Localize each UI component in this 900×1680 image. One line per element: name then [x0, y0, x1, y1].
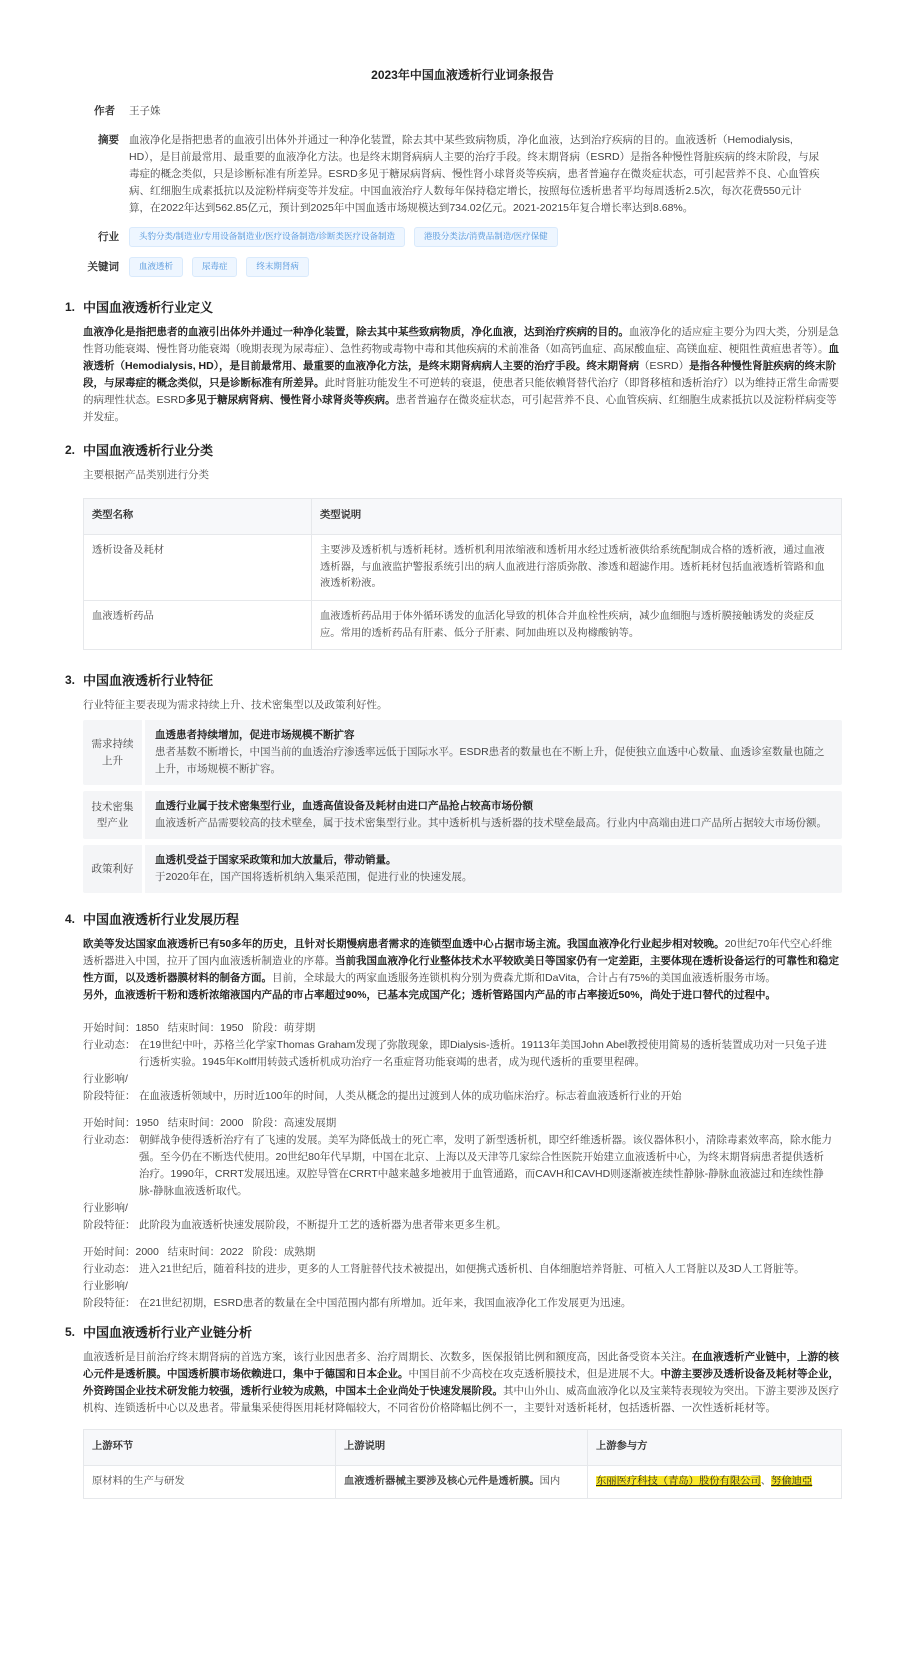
bold-text: 当前我国血液净化行业整体技术水平较欧美日等国家仍有一定差距，主要体现在透析设备运行的可靠性和稳定性方面，以及透析器膜材料的制备方面。: [83, 955, 839, 985]
feature-name: 政策利好: [83, 845, 145, 893]
bold-text: 欧美等发达国家血液透析已有50多年的历史，且针对长期慢病患者需求的连锁型血透中心占据市场主流。我国血液净化行业起步相对较晚。: [83, 938, 725, 951]
section-title: 中国血液透析行业发展历程: [83, 912, 240, 928]
body-text: 此时肾脏功能发生不可逆转的衰退，使患者只能依赖肾替代治疗（即肾移植和透析治疗）以为维持正常生命需要的病理性状态。ESRD: [83, 377, 839, 407]
feature-title: 血透患者持续增加，促进市场规模不断扩容: [155, 729, 355, 742]
feature-card: [83, 720, 842, 785]
upstream-participants-cell: [588, 1466, 842, 1499]
feature-desc: 于2020年在，国产国将透析机纳入集采范围，促进行业的快速发展。: [155, 871, 473, 884]
stage-name: 成熟期: [283, 1246, 316, 1259]
bold-text: 血液净化是指把患者的血液引出体外并通过一种净化装置，除去其中某些致病物质，净化血液，达到治疗疾病的目的。: [83, 326, 629, 339]
value-chain-paragraph: [83, 1349, 842, 1417]
body-text: 20世纪70年代空心纤维透析器进入中国，拉开了国内血液透析制造业的序幕。: [83, 938, 833, 968]
section-title: 中国血液透析行业分类: [83, 443, 214, 459]
table-row: [84, 534, 842, 600]
body-text: 中国目前不少高校在攻克透析膜技术，但是进展不大。: [408, 1368, 661, 1381]
body-text: 国内: [539, 1476, 561, 1488]
keyword-tag[interactable]: 血液透析: [129, 257, 183, 277]
body-text: 目前，全球最大的两家血透服务连锁机构分别为费森尤斯和DaVita，合计占有75%的美国血液透析服务市场。: [272, 972, 776, 985]
stage-label: 阶段：: [252, 1022, 284, 1035]
start-label: 开始时间：: [83, 1022, 136, 1035]
stage-dynamic: [83, 1261, 842, 1278]
feature-name: 技术密集型产业: [83, 791, 145, 839]
column-header: 上游参与方: [588, 1430, 842, 1466]
table-row: [84, 1466, 842, 1499]
bold-text: 血液透析器械主要涉及核心元件是透析膜。: [344, 1476, 540, 1488]
dynamic-text: 朝鲜战争使得透析治疗有了飞速的发展。美军为降低战士的死亡率，发明了新型透析机，即空纤维透析器。该仪器体积小，清除毒素效率高，除水能力强。至今仍在不断迭代使用。20世纪80年代早期，中国在北京、上海以及天津等几家综合性医院开始建立血液透析中心，为终末期肾病患者提供透析治疗。1990年，CRRT发展迅速。双腔导管在CRRT中越来越多地被用于血管通路，而CAVH和CAVHD则逐渐被连续性静脉-静脉血液滤过和连续性静脉-静脉血液透析取代。: [139, 1134, 832, 1198]
feature-card: [83, 845, 842, 893]
section-number: 4.: [65, 912, 76, 927]
feature-title: 血透机受益于国家采政策和加大放量后，带动销量。: [155, 854, 397, 867]
industry-row: [83, 227, 842, 247]
end-label: 结束时间：: [167, 1022, 221, 1035]
industry-label: 行业: [98, 230, 119, 243]
stage-block: [83, 1020, 842, 1105]
features-intro: 行业特征主要表现为需求持续上升、技术密集型以及政策利好性。: [83, 699, 388, 712]
column-header: 上游环节: [84, 1430, 336, 1466]
end-label: 结束时间：: [167, 1246, 221, 1259]
stage-impact: [83, 1200, 842, 1217]
abstract-text: 血液净化是指把患者的血液引出体外并通过一种净化装置，除去其中某些致病物质，净化血液，达到治疗疾病的目的。血液透析（Hemodialysis, HD），是目前最常用、最重要的血液净化方法。也是终末期肾病病人主要的治疗手段。终末期肾病（ESRD）是指各种慢性肾脏疾病的终末阶段，与尿毒症的概念类似，只是诊断标准有所差异。ESRD多见于糖尿病肾病、慢性肾小球肾炎等疾病，患者普遍存在微炎症状态，可引起营养不良、心血管疾病、红细胞生成素抵抗以及淀粉样病变等并发症。中国血液治疗人数每年保持稳定增长，按照每位透析患者平均每周透析2.5次，每次花费550元计算，在2022年达到562.85亿元，预计到2025年中国血透市场规模达到734.02亿元。2021-20215年复合增长率达到8.68%。: [129, 134, 820, 215]
impact-label: 行业影响/: [83, 1073, 128, 1086]
feature-label: 阶段特征：: [83, 1297, 136, 1310]
feature-card: [83, 791, 842, 839]
body-text: （ESRD）: [638, 360, 690, 373]
keyword-tag[interactable]: 终末期肾病: [246, 257, 309, 277]
section-definition: [65, 297, 842, 426]
type-desc-cell: 主要涉及透析机与透析耗材。透析机利用浓缩液和透析用水经过透析液供给系统配制成合格的透析液，通过血液透析器，与血液监护警报系统引出的病人血液进行溶质弥散、渗透和超滤作用。透析耗材包括血液透析管路和血液透析粉液。: [312, 534, 842, 600]
stage-period: [83, 1020, 842, 1037]
column-header: 上游说明: [336, 1430, 588, 1466]
type-name-cell: 血液透析药品: [84, 601, 312, 650]
upstream-desc-cell: [336, 1466, 588, 1499]
body-text: 其中山外山、威高血液净化以及宝莱特表现较为突出。下游主要涉及医疗机构、连锁透析中心以及患者。带量集采使得医用耗材降幅较大，不同省份价格降幅比例不一，主要针对透析耗材，包括透析器、一次性透析耗材等。: [83, 1385, 839, 1415]
feature-body: [145, 720, 842, 785]
keywords-row: [83, 257, 842, 277]
bold-text: 另外，血液透析干粉和透析浓缩液国内产品的市占率超过90%，已基本完成国产化；透析管路国内产品的市占率接近50%，尚处于进口替代的过程中。: [83, 989, 777, 1002]
section-heading: [65, 297, 842, 318]
impact-label: 行业影响/: [83, 1202, 128, 1215]
bold-text: 是指各种慢性肾脏疾病的终末阶段，与尿毒症的概念类似，只是诊断标准有所差异。: [83, 360, 837, 390]
section-heading: [65, 909, 842, 930]
stage-feature: [83, 1295, 842, 1312]
type-desc-cell: 血液透析药品用于体外循环诱发的血活化导致的机体合并血栓性疾病，减少血细胞与透析膜接触诱发的炎症反应。常用的透析药品有肝素、低分子肝素、阿加曲班以及枸橼酸钠等。: [312, 601, 842, 650]
section-title: 中国血液透析行业定义: [83, 300, 214, 316]
body-text: 血液净化的适应症主要分为四大类，分别是急性肾功能衰竭、慢性肾功能衰竭（晚期表现为尿毒症）、急性药物或毒物中毒和其他疾病的术前准备（如高钙血症、高尿酸血症、高镁血症、梗阻性黄疸患者等）。: [83, 326, 839, 356]
stage-period: [83, 1115, 842, 1132]
section-value-chain: [65, 1322, 842, 1498]
table-row: [84, 601, 842, 650]
abstract-row: [83, 132, 842, 217]
section-features: [65, 670, 842, 893]
start-year: 1950: [135, 1117, 159, 1130]
keywords-label: 关键词: [87, 260, 119, 273]
keyword-tag[interactable]: 尿毒症: [192, 257, 238, 277]
feature-desc: 血液透析产品需要较高的技术壁垒，属于技术密集型行业。其中透析机与透析器的技术壁垒最高。行业内中高端由进口产品所占据较大市场份额。: [155, 817, 827, 830]
stage-label: 阶段：: [252, 1117, 284, 1130]
stage-block: [83, 1244, 842, 1312]
stage-impact: [83, 1278, 842, 1295]
keyword-tags: [129, 257, 842, 277]
start-label: 开始时间：: [83, 1117, 136, 1130]
start-label: 开始时间：: [83, 1246, 136, 1259]
classification-table: [83, 498, 842, 650]
feature-body: [145, 791, 842, 839]
stage-name: 高速发展期: [283, 1117, 337, 1130]
start-year: 2000: [135, 1246, 159, 1259]
feature-label: 阶段特征：: [83, 1219, 136, 1232]
separator: 、: [760, 1476, 772, 1488]
end-label: 结束时间：: [167, 1117, 221, 1130]
section-number: 3.: [65, 673, 76, 688]
stage-block: [83, 1115, 842, 1234]
section-classification: [65, 440, 842, 650]
stage-feature: [83, 1088, 842, 1105]
end-year: 1950: [220, 1022, 244, 1035]
industry-tag[interactable]: 港股分类法/消费品制造/医疗保健: [414, 227, 558, 247]
section-history: [65, 909, 842, 1312]
classification-intro: 主要根据产品类别进行分类: [83, 469, 209, 482]
feature-text: 在血液透析领域中，历时近100年的时间，人类从概念的提出过渡到人体的成功临床治疗。标志着血液透析行业的开始: [139, 1090, 682, 1103]
bold-text: 多见于糖尿病肾病、慢性肾小球肾炎等疾病。: [185, 394, 396, 407]
abstract-label: 摘要: [98, 134, 119, 147]
feature-text: 在21世纪初期，ESRD患者的数量在全中国范围内都有所增加。近年来，我国血液净化工作发展更为迅速。: [139, 1297, 632, 1310]
feature-text: 此阶段为血液透析快速发展阶段，不断提升工艺的透析器为患者带来更多生机。: [139, 1219, 507, 1232]
definition-paragraph: [83, 324, 842, 426]
section-number: 5.: [65, 1325, 76, 1340]
author-row: [83, 103, 842, 120]
dynamic-label: 行业动态：: [83, 1039, 136, 1052]
end-year: 2000: [220, 1117, 244, 1130]
company-link[interactable]: 东丽医疗科技（青岛）股份有限公司: [596, 1476, 761, 1488]
bold-text: 在血液透析产业链中，上游的核心元件是透析膜。中国透析膜市场依赖进口，集中于德国和日本企业。: [83, 1351, 839, 1381]
feature-label: 阶段特征：: [83, 1090, 136, 1103]
company-link[interactable]: 努倫迪亞: [771, 1476, 813, 1488]
table-header-row: [84, 1430, 842, 1466]
dynamic-label: 行业动态：: [83, 1263, 136, 1276]
table-header-row: [84, 499, 842, 535]
body-text: 患者普遍存在微炎症状态，可引起营养不良、心血管疾病、红细胞生成素抵抗以及淀粉样病变等并发症。: [83, 394, 837, 424]
feature-body: [145, 845, 842, 893]
upstream-table: [83, 1429, 842, 1498]
dynamic-text: 在19世纪中叶，苏格兰化学家Thomas Graham发现了弥散现象，即Dialysis-透析。19113年美国John Abel教授使用简易的透析装置成功对一只兔子进行透析实验。1945年Kolff用转鼓式透析机成功治疗一名重症肾功能衰竭的患者，成为现代透析的重要里程碑。: [139, 1039, 827, 1069]
dynamic-label: 行业动态：: [83, 1134, 136, 1147]
feature-name: 需求持续上升: [83, 720, 145, 785]
stage-label: 阶段：: [252, 1246, 284, 1259]
stage-feature: [83, 1217, 842, 1234]
end-year: 2022: [220, 1246, 244, 1259]
bold-text: 中游主要涉及透析设备及耗材等企业，外资跨国企业技术研发能力较强，透析行业较为成熟，中国本土企业尚处于快速发展阶段。: [83, 1368, 839, 1398]
section-heading: [65, 440, 842, 461]
section-number: 2.: [65, 443, 76, 458]
start-year: 1850: [135, 1022, 159, 1035]
column-header: 类型名称: [84, 499, 312, 535]
author-label: 作者: [94, 105, 115, 118]
feature-desc: 患者基数不断增长，中国当前的血透治疗渗透率远低于国际水平。ESDR患者的数量也在不断上升，促使独立血透中心数量、血透诊室数量也随之上升，市场规模不断扩容。: [155, 746, 825, 776]
stage-dynamic: [83, 1037, 842, 1071]
bold-text: 血液透析（Hemodialysis, HD），是目前最常用、最重要的血液净化方法，是终末期肾病病人主要的治疗手段。终末期肾病: [83, 343, 839, 373]
industry-tag[interactable]: 头豹分类/制造业/专用设备制造业/医疗设备制造/诊断类医疗设备制造: [129, 227, 405, 247]
history-paragraph: [83, 987, 842, 1004]
impact-label: 行业影响/: [83, 1280, 128, 1293]
author-name: 王子姝: [129, 105, 161, 118]
body-text: 血液透析是目前治疗终末期肾病的首选方案，该行业因患者多、治疗周期长、次数多，医保报销比例和额度高，因此备受资本关注。: [83, 1351, 692, 1364]
stage-impact: [83, 1071, 842, 1088]
dynamic-text: 进入21世纪后，随着科技的进步，更多的人工肾脏替代技术被提出，如便携式透析机、自体细胞培养肾脏、可植入人工肾脏以及3D人工肾脏等。: [139, 1263, 805, 1276]
type-name-cell: 透析设备及耗材: [84, 534, 312, 600]
column-header: 类型说明: [312, 499, 842, 535]
section-number: 1.: [65, 300, 76, 315]
section-title: 中国血液透析行业产业链分析: [83, 1325, 253, 1341]
feature-title: 血透行业属于技术密集型行业，血透高值设备及耗材由进口产品抢占较高市场份额: [155, 800, 533, 813]
history-paragraph: [83, 936, 842, 987]
stage-period: [83, 1244, 842, 1261]
section-title: 中国血液透析行业特征: [83, 673, 214, 689]
industry-tags: [129, 227, 842, 247]
report-title: 2023年中国血液透析行业词条报告: [371, 68, 554, 82]
stage-name: 萌芽期: [283, 1022, 316, 1035]
stage-dynamic: [83, 1132, 842, 1200]
upstream-stage-cell: 原材料的生产与研发: [84, 1466, 336, 1499]
section-heading: [65, 670, 842, 691]
section-heading: [65, 1322, 842, 1343]
